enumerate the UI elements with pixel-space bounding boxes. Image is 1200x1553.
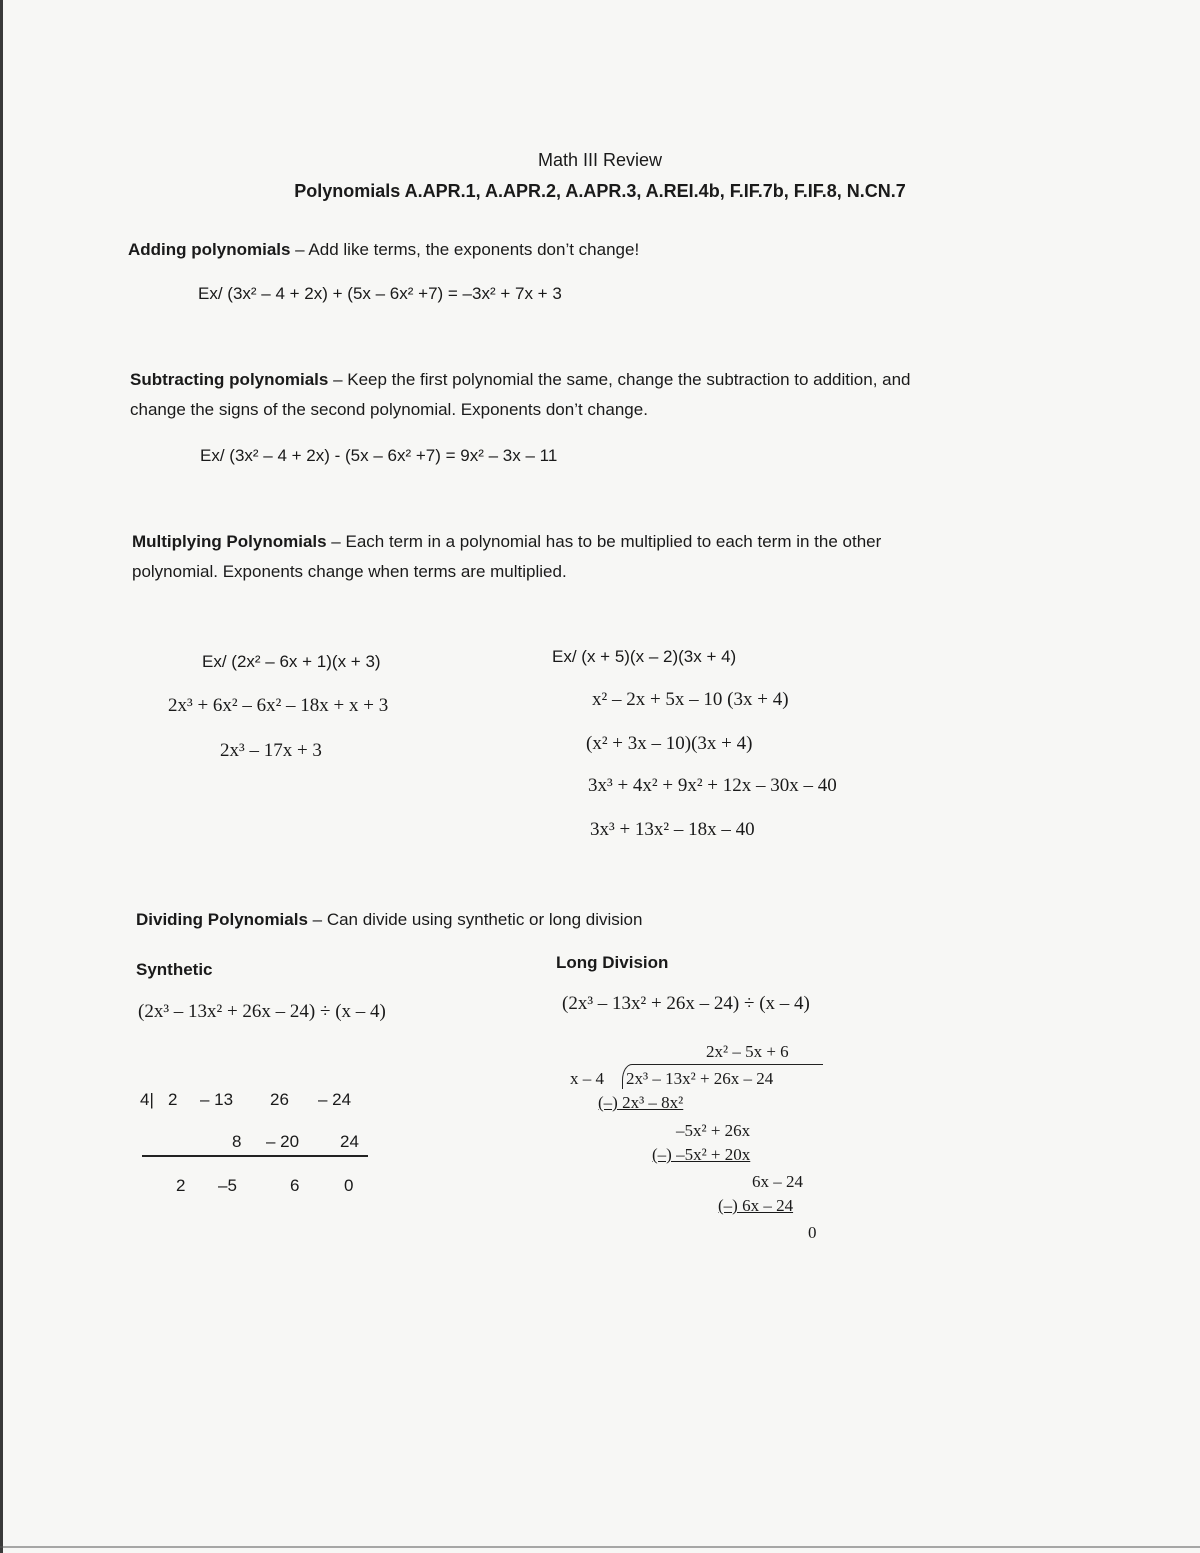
multiply-example2-result: 3x³ + 13x² – 18x – 40 — [590, 819, 755, 840]
multiply-example2-step3: 3x³ + 4x² + 9x² + 12x – 30x – 40 — [588, 775, 837, 796]
synthetic-coef-3: 26 — [270, 1090, 289, 1109]
synthetic-coef-2: – 13 — [200, 1090, 234, 1109]
synthetic-result-1: 2 — [176, 1176, 186, 1195]
synthetic-coef-1: 2 — [168, 1090, 178, 1109]
synthetic-product-2: – 20 — [266, 1132, 300, 1151]
adding-heading: Adding polynomials — [128, 240, 291, 259]
synthetic-result-4: 0 — [344, 1176, 354, 1195]
multiplying-heading: Multiplying Polynomials — [132, 532, 327, 551]
multiply-example1-problem: Ex/ (2x² – 6x + 1)(x + 3) — [202, 652, 381, 671]
synthetic-product-3: 24 — [340, 1132, 359, 1151]
page-bottom-edge — [0, 1546, 1200, 1548]
subtracting-description-line2: change the signs of the second polynomial. Exponents don’t change. — [130, 400, 648, 419]
synthetic-problem: (2x³ – 13x² + 26x – 24) ÷ (x – 4) — [138, 1001, 386, 1022]
synthetic-label: Synthetic — [136, 960, 213, 979]
long-division-dividend: 2x³ – 13x² + 26x – 24 — [626, 1069, 774, 1088]
long-division-quotient: 2x² – 5x + 6 — [706, 1042, 789, 1061]
dividing-description: – Can divide using synthetic or long division — [307, 910, 643, 929]
long-division-label: Long Division — [556, 953, 669, 972]
page-edge-shadow — [0, 0, 3, 1553]
page-subtitle: Polynomials A.APR.1, A.APR.2, A.APR.3, A.REI.4b, F.IF.7b, F.IF.8, N.CN.7 — [294, 181, 906, 201]
subtracting-heading: Subtracting polynomials — [130, 370, 329, 389]
subtracting-description: – Keep the first polynomial the same, change the subtraction to addition, and — [328, 370, 911, 389]
multiplying-description-line2: polynomial. Exponents change when terms are multiplied. — [132, 562, 567, 581]
adding-example: Ex/ (3x² – 4 + 2x) + (5x – 6x² +7) = –3x² + 7x + 3 — [198, 284, 562, 303]
long-division-problem: (2x³ – 13x² + 26x – 24) ÷ (x – 4) — [562, 993, 810, 1014]
long-division-line4: 6x – 24 — [752, 1172, 803, 1191]
adding-section — [128, 240, 639, 260]
subtracting-section — [130, 370, 911, 390]
multiplying-section — [132, 532, 881, 552]
synthetic-divisor: 4| — [140, 1090, 154, 1109]
dividing-section — [136, 910, 642, 930]
multiply-example1-step1: 2x³ + 6x² – 6x² – 18x + x + 3 — [168, 695, 389, 716]
long-division-line1: (–) 2x³ – 8x² — [598, 1093, 684, 1112]
multiply-example2-step1: x² – 2x + 5x – 10 (3x + 4) — [592, 689, 789, 710]
synthetic-result-3: 6 — [290, 1176, 300, 1195]
dividing-heading: Dividing Polynomials — [136, 910, 308, 929]
multiply-example2-problem: Ex/ (x + 5)(x – 2)(3x + 4) — [552, 647, 737, 666]
long-division-remainder: 0 — [808, 1223, 817, 1242]
synthetic-product-1: 8 — [232, 1132, 242, 1151]
long-division-line2: –5x² + 26x — [676, 1121, 751, 1140]
long-division-line5: (–) 6x – 24 — [718, 1196, 794, 1215]
long-division-line3: (–) –5x² + 20x — [652, 1145, 751, 1164]
subtracting-example: Ex/ (3x² – 4 + 2x) - (5x – 6x² +7) = 9x² – 3x – 11 — [200, 446, 558, 465]
multiplying-description: – Each term in a polynomial has to be multiplied to each term in the other — [326, 532, 882, 551]
synthetic-divider-line — [142, 1155, 368, 1157]
adding-description: – Add like terms, the exponents don’t change! — [290, 240, 640, 259]
page-title: Math III Review — [537, 150, 663, 170]
multiply-example2-step2: (x² + 3x – 10)(3x + 4) — [586, 733, 753, 754]
synthetic-coef-4: – 24 — [318, 1090, 352, 1109]
long-division-divisor: x – 4 — [570, 1069, 604, 1088]
multiply-example1-result: 2x³ – 17x + 3 — [220, 740, 322, 761]
synthetic-result-2: –5 — [218, 1176, 237, 1195]
